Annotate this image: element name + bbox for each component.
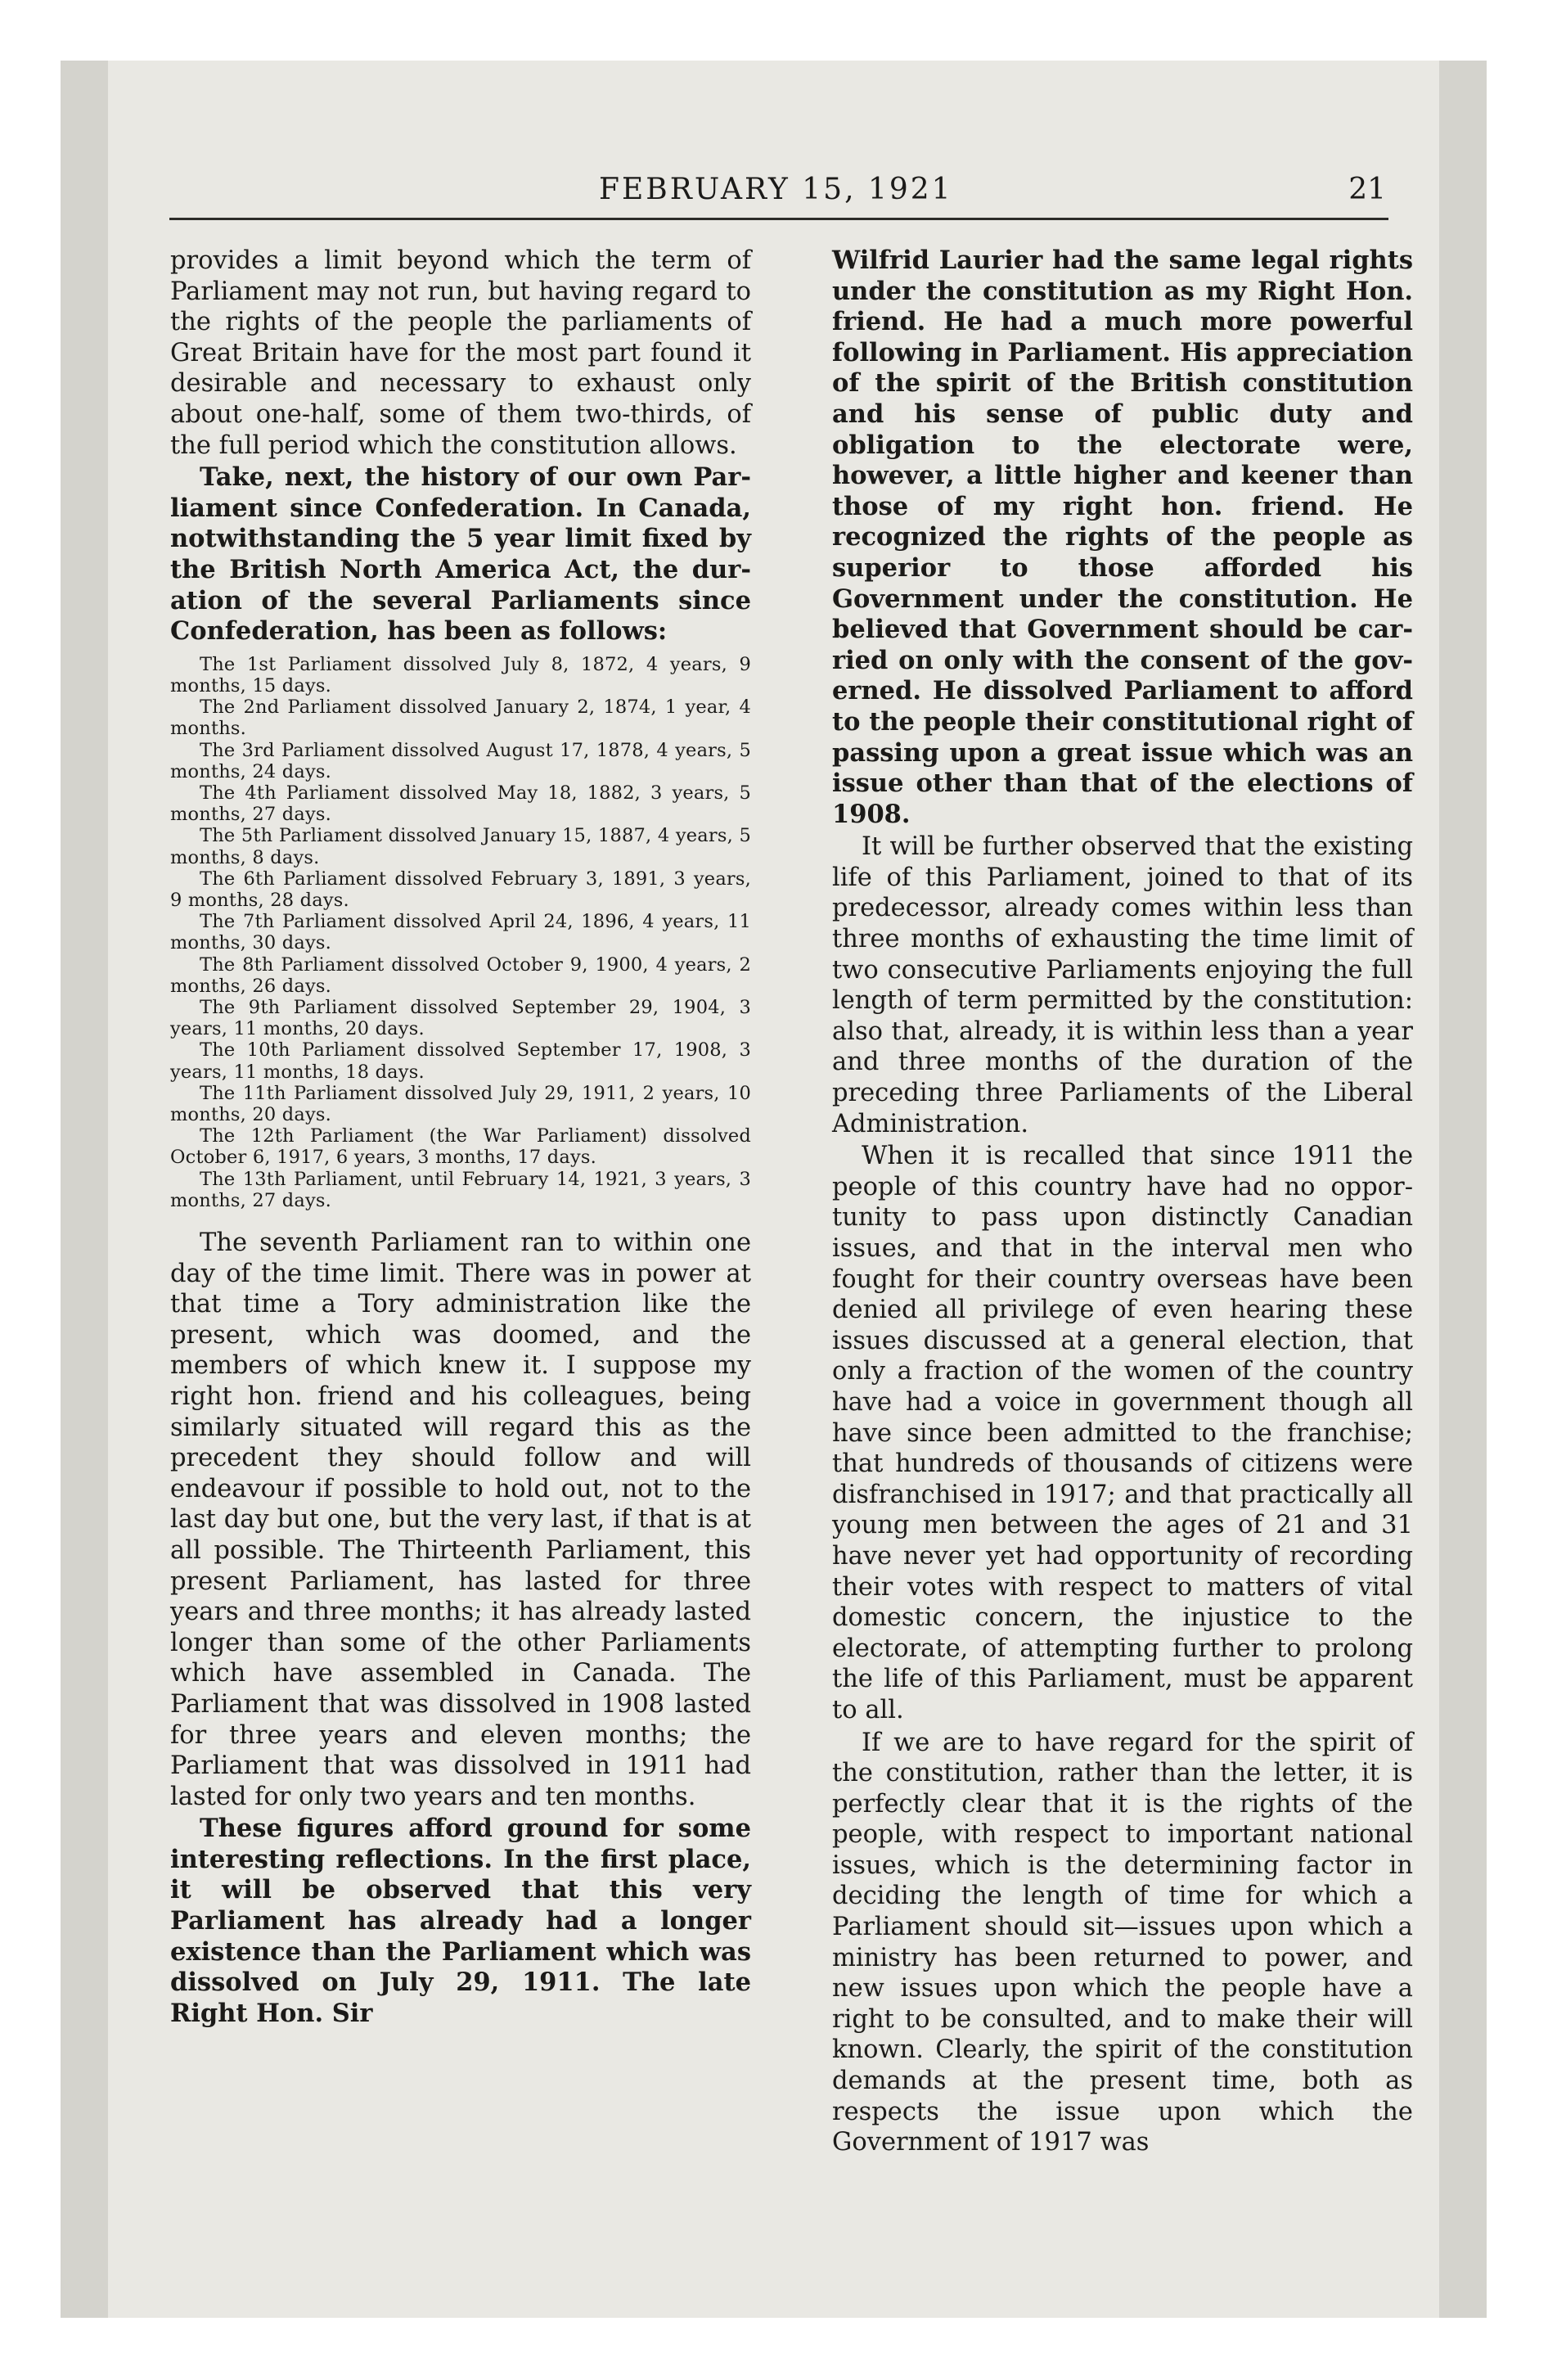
header-rule [169, 218, 1388, 220]
list-item: The 12th Parliament (the War Parliament) dissolved October 6, 1917, 6 years, 3 months, 17 days. [170, 1125, 751, 1169]
list-item: The 4th Parliament dissolved May 18, 1882, 3 years, 5 months, 27 days. [170, 782, 751, 826]
list-item: The 10th Parliament dissolved September 17, 1908, 3 years, 11 months, 18 days. [170, 1039, 751, 1083]
scan-background [61, 61, 1487, 2318]
header-date: FEBRUARY 15, 1921 [599, 173, 953, 206]
list-item: The 2nd Parliament dissolved January 2, 1874, 1 year, 4 months. [170, 696, 751, 740]
laurier-paragraph: Wilfrid Laurier had the same legal rights under the constitution as my Right Hon. friend. He had a much more powerful following in Parliament. His appreciation of the spirit of the British constitution and his sense of public duty and obligation to the electorate were, however, a little higher and keener than those of my right hon. friend. He recognized the rights of the people as superior to those afforded his Government under the constitution. He believed that Government should be carried on only with the consent of the governed. He dissolved Parliament to afford to the people their constitutional right of passing upon a great issue which was an issue other than that of the elections of 1908. [832, 246, 1413, 829]
seventh-parliament-paragraph: The seventh Parliament ran to within one day of the time limit. There was in power at that time a Tory administration like the present, which was doomed, and the members of which knew it. I suppose my right hon. friend and his colleagues, being similarly situated will regard this as the precedent they should follow and will endeavour if possible to hold out, not to the last day but one, but the very last, if that is at all possible. The Thirteenth Parliament, this present Parliament, has lasted for three years and three months; it has already lasted longer than some of the other Parliaments which have assembled in Canada. The Parliament that was dissolved in 1908 lasted for three years and eleven months; the Parliament that was dissolved in 1911 had lasted for only two years and ten months. [170, 1228, 751, 1811]
list-item: The 11th Parliament dissolved July 29, 1911, 2 years, 10 months, 20 days. [170, 1082, 751, 1125]
list-item: The 6th Parliament dissolved February 3, 1891, 3 years, 9 months, 28 days. [170, 868, 751, 911]
running-header [108, 167, 1439, 213]
list-item: The 7th Parliament dissolved April 24, 1896, 4 years, 11 months, 30 days. [170, 911, 751, 954]
intro-paragraph: provides a limit beyond which the term of Parliament may not run, but having regard to the rights of the people the parliaments of Great Britain have for the most part found it desirable and necessary to exhaust only about one-half, some of them two-thirds, of the full period which the constitution allows. [170, 246, 751, 460]
recalled-paragraph: When it is recalled that since 1911 the people of this country have had no opportunity to pass upon distinctly Canadian issues, and that in the interval men who fought for their country overseas have been denied all privilege of even hearing these issues discussed at a general election, that only a fraction of the women of the country have had a voice in government though all have since been admitted to the franchise; that hundreds of thousands of citizens were disfranchised in 1917; and that practically all young men between the ages of 21 and 31 have never yet had opportunity of recording their votes with respect to matters of vital domestic concern, the injustice to the electorate, of attempting further to prolong the life of this Parliament, must be apparent to all. [832, 1142, 1413, 1724]
page-number: 21 [1348, 173, 1386, 206]
document-page [108, 61, 1439, 2318]
history-paragraph: Take, next, the history of our own Parliament since Confederation. In Canada, notwithstanding the 5 year limit fixed by the British North America Act, the duration of the several Parliaments since Confederation, has been as follows: [170, 462, 751, 647]
list-item: The 9th Parliament dissolved September 29, 1904, 3 years, 11 months, 20 days. [170, 996, 751, 1040]
list-item: The 3rd Parliament dissolved August 17, 1878, 4 years, 5 months, 24 days. [170, 739, 751, 782]
left-column [170, 246, 751, 2031]
figures-paragraph: These figures afford ground for some interesting reflections. In the first place, it will be observed that this very Parliament has already had a longer existence than the Parliament which was dissolved on July 29, 1911. The late Right Hon. Sir [170, 1814, 751, 2028]
list-item: The 5th Parliament dissolved January 15, 1887, 4 years, 5 months, 8 days. [170, 825, 751, 868]
parliament-list [170, 654, 751, 1211]
list-item: The 13th Parliament, until February 14, 1921, 3 years, 3 months, 27 days. [170, 1168, 751, 1211]
observed-paragraph: It will be further observed that the existing life of this Parliament, joined to that of its predecessor, already comes within less than three months of exhausting the time limit of two consecutive Parliaments enjoying the full length of term permitted by the constitution: also that, already, it is within less than a year and three months of the duration of the preceding three Parliaments of the Liberal Administration. [832, 832, 1413, 1138]
spirit-paragraph: If we are to have regard for the spirit of the constitution, rather than the letter, it is perfectly clear that it is the rights of the people, with respect to important national issues, which is the determining factor in deciding the length of time for which a Parliament should sit—issues upon which a ministry has been returned to power, and new issues upon which the people have a right to be consulted, and to make their will known. Clearly, the spirit of the constitution demands at the present time, both as respects the issue upon which the Government of 1917 was [832, 1728, 1413, 2157]
list-item: The 1st Parliament dissolved July 8, 1872, 4 years, 9 months, 15 days. [170, 653, 751, 696]
right-column [832, 246, 1413, 2160]
list-item: The 8th Parliament dissolved October 9, 1900, 4 years, 2 months, 26 days. [170, 953, 751, 997]
